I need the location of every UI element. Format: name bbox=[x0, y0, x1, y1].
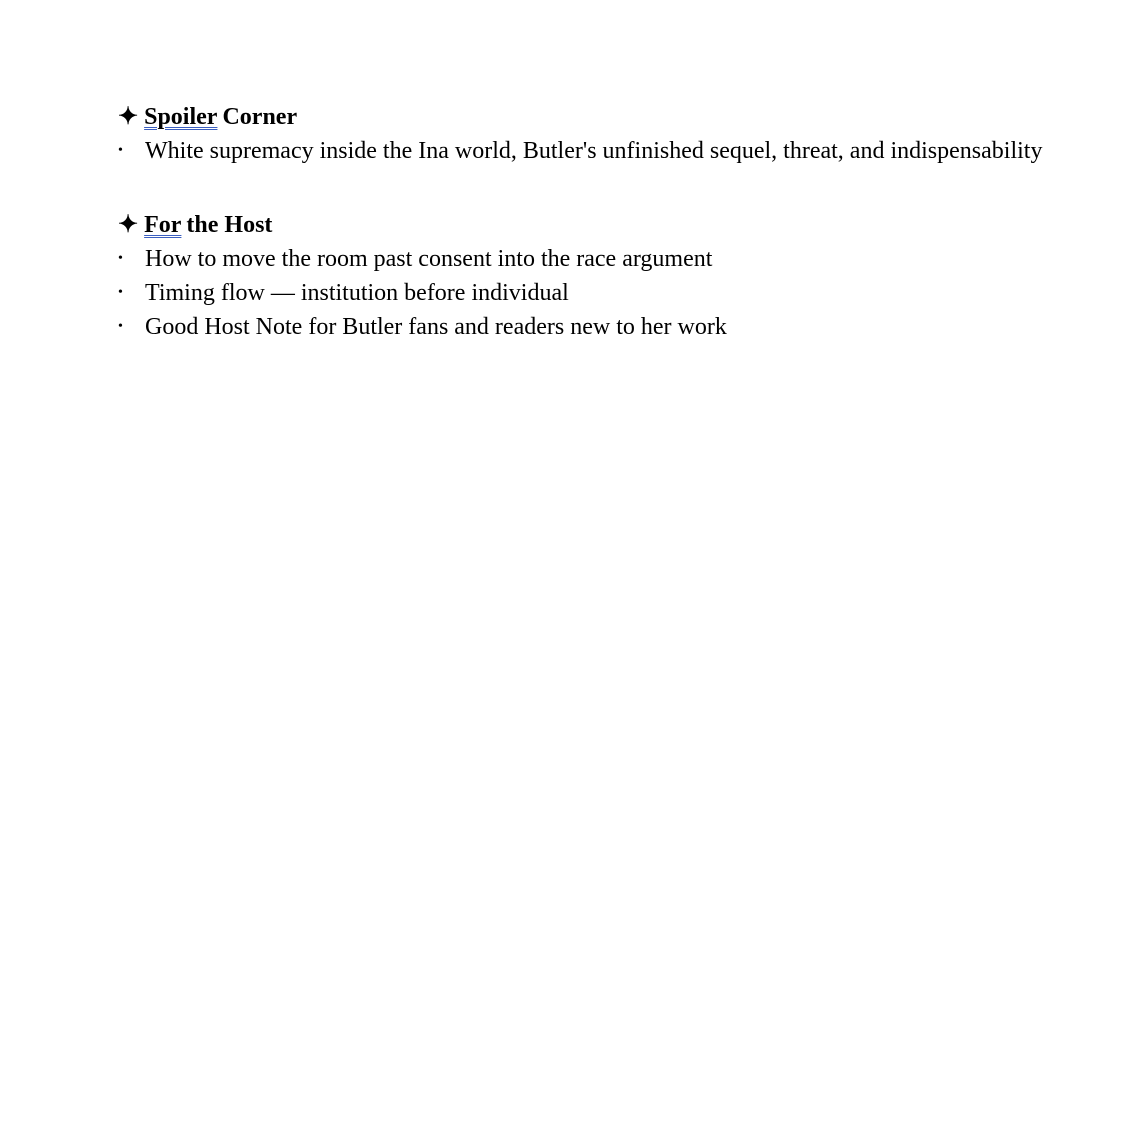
bullet-icon: • bbox=[118, 251, 123, 266]
list-item-text: Timing flow — institution before individual bbox=[145, 280, 569, 306]
heading-linked-word: For bbox=[144, 212, 182, 238]
heading-text: Corner bbox=[222, 104, 298, 130]
list-item bbox=[118, 134, 1108, 168]
heading-linked-word: Spoiler bbox=[144, 104, 218, 130]
heading-link[interactable] bbox=[118, 212, 181, 238]
four-point-star-icon: ✦ bbox=[118, 212, 139, 238]
list-item-text: How to move the room past consent into the race argument bbox=[145, 246, 713, 272]
section-heading bbox=[118, 208, 1108, 242]
list-item bbox=[118, 310, 1108, 344]
bullet-list bbox=[118, 134, 1108, 168]
section-heading bbox=[118, 100, 1108, 134]
list-item bbox=[118, 242, 1108, 276]
list-item-text: White supremacy inside the Ina world, Butler's unfinished sequel, threat, and indispensability bbox=[145, 138, 1043, 164]
four-point-star-icon: ✦ bbox=[118, 104, 139, 130]
bullet-icon: • bbox=[118, 319, 123, 334]
section-spoiler-corner bbox=[118, 100, 1108, 168]
list-item-text: Good Host Note for Butler fans and readers new to her work bbox=[145, 314, 727, 340]
list-item bbox=[118, 276, 1108, 310]
document-body bbox=[118, 100, 1108, 384]
heading-text: the Host bbox=[186, 212, 273, 238]
heading-link[interactable] bbox=[118, 104, 217, 130]
bullet-icon: • bbox=[118, 285, 123, 300]
bullet-list bbox=[118, 242, 1108, 344]
section-for-the-host bbox=[118, 208, 1108, 344]
bullet-icon: • bbox=[118, 143, 123, 158]
